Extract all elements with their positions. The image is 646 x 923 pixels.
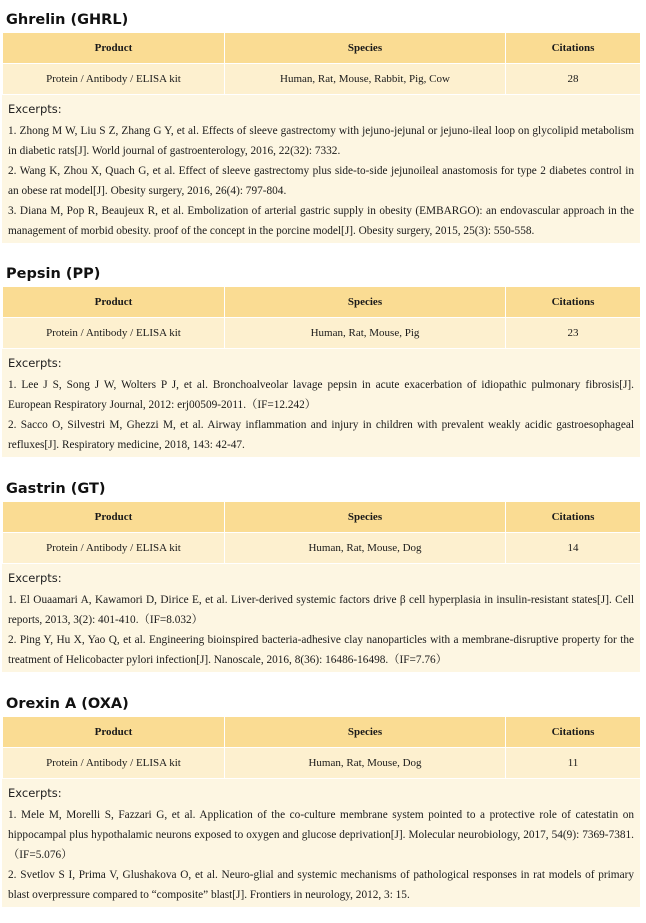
cell-product: Protein / Antibody / ELISA kit — [3, 318, 225, 349]
reference-item: 2. Wang K, Zhou X, Quach G, et al. Effect of sleeve gastrectomy plus side-to-side jejunoileal anastomosis for type 2 diabetes control in an obese rat model[J]. Obesity surgery, 2016, 26(4): 797-804. — [8, 165, 634, 197]
header-citations: Citations — [506, 502, 641, 533]
excerpts-label: Excerpts: — [8, 102, 62, 116]
excerpts-label: Excerpts: — [8, 356, 62, 370]
section-gastrin — [0, 477, 646, 672]
section-title: Orexin A (OXA) — [6, 696, 129, 712]
excerpts-box — [2, 564, 640, 672]
excerpts-label: Excerpts: — [8, 571, 62, 585]
cell-product: Protein / Antibody / ELISA kit — [3, 533, 225, 564]
cell-species: Human, Rat, Mouse, Dog — [225, 533, 506, 564]
table-row — [3, 533, 641, 564]
cell-product: Protein / Antibody / ELISA kit — [3, 748, 225, 779]
product-table — [2, 501, 641, 564]
cell-species: Human, Rat, Mouse, Pig — [225, 318, 506, 349]
header-product: Product — [3, 287, 225, 318]
header-species: Species — [225, 287, 506, 318]
header-species: Species — [225, 502, 506, 533]
cell-species: Human, Rat, Mouse, Rabbit, Pig, Cow — [225, 64, 506, 95]
header-product: Product — [3, 717, 225, 748]
section-pepsin — [0, 262, 646, 457]
product-table — [2, 716, 641, 779]
reference-item: 1. Zhong M W, Liu S Z, Zhang G Y, et al. Effects of sleeve gastrectomy with jejuno-jejunal or jejuno-ileal loop on glycolipid metabolism in diabetic rats[J]. World journal of gastroenterology, 2016, 22(32): 7332. — [8, 125, 634, 157]
excerpts-box — [2, 349, 640, 457]
cell-citations: 14 — [506, 533, 641, 564]
reference-item: 3. Diana M, Pop R, Beaujeux R, et al. Embolization of arterial gastric supply in obesity (EMBARGO): an endovascular approach in the management of morbid obesity. proof of the concept in the porcine model[J]. Obesity surgery, 2015, 25(3): 550-558. — [8, 205, 634, 237]
table-row — [3, 318, 641, 349]
cell-citations: 23 — [506, 318, 641, 349]
header-product: Product — [3, 502, 225, 533]
header-citations: Citations — [506, 33, 641, 64]
header-species: Species — [225, 33, 506, 64]
excerpts-box — [2, 779, 640, 907]
section-orexin-a — [0, 692, 646, 907]
section-ghrelin — [0, 8, 646, 243]
table-row — [3, 64, 641, 95]
section-title: Gastrin (GT) — [6, 481, 106, 497]
reference-item: 2. Svetlov S I, Prima V, Glushakova O, et al. Neuro-glial and systemic mechanisms of pathological responses in rat models of primary blast overpressure compared to “composite” blast[J]. Frontiers in neurology, 2012, 3: 15. — [8, 869, 634, 901]
cell-citations: 28 — [506, 64, 641, 95]
cell-product: Protein / Antibody / ELISA kit — [3, 64, 225, 95]
header-species: Species — [225, 717, 506, 748]
reference-item: 2. Sacco O, Silvestri M, Ghezzi M, et al. Airway inflammation and injury in children with prevalent weakly acidic gastroesophageal refluxes[J]. Respiratory medicine, 2018, 143: 42-47. — [8, 419, 634, 451]
cell-citations: 11 — [506, 748, 641, 779]
excerpts-box — [2, 95, 640, 243]
cell-species: Human, Rat, Mouse, Dog — [225, 748, 506, 779]
product-table — [2, 286, 641, 349]
section-title: Pepsin (PP) — [6, 266, 101, 282]
header-citations: Citations — [506, 717, 641, 748]
product-table — [2, 32, 641, 95]
section-title: Ghrelin (GHRL) — [6, 12, 129, 28]
header-citations: Citations — [506, 287, 641, 318]
reference-item: 1. Lee J S, Song J W, Wolters P J, et al. Bronchoalveolar lavage pepsin in acute exacerbation of idiopathic pulmonary fibrosis[J]. European Respiratory Journal, 2012: erj00509-2011.（IF=12.242） — [8, 379, 634, 411]
header-product: Product — [3, 33, 225, 64]
excerpts-label: Excerpts: — [8, 786, 62, 800]
reference-item: 1. El Ouaamari A, Kawamori D, Dirice E, et al. Liver-derived systemic factors drive β cell hyperplasia in insulin-resistant states[J]. Cell reports, 2013, 3(2): 401-410.（IF=8.032） — [8, 594, 634, 626]
reference-item: 2. Ping Y, Hu X, Yao Q, et al. Engineering bioinspired bacteria-adhesive clay nanoparticles with a membrane-disruptive property for the treatment of Helicobacter pylori infection[J]. Nanoscale, 2016, 8(36): 16486-16498.（IF=7.76） — [8, 634, 634, 666]
reference-item: 1. Mele M, Morelli S, Fazzari G, et al. Application of the co-culture membrane system pointed to a protective role of catestatin on hippocampal plus hypothalamic neurons exposed to oxygen and glucose deprivation[J]. Molecular neurobiology, 2017, 54(9): 7369-7381.（IF=5.076） — [8, 809, 634, 861]
table-row — [3, 748, 641, 779]
